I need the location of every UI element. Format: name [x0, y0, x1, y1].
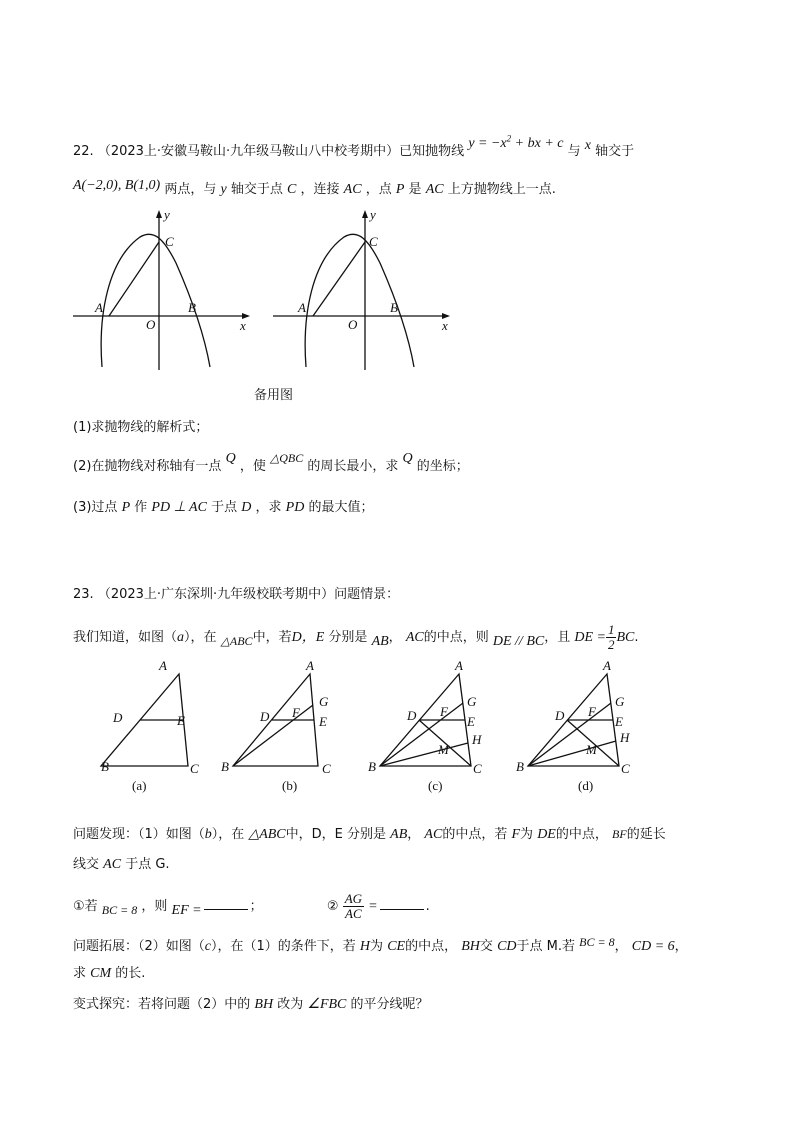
q23-figure-a — [97, 655, 207, 795]
q23-figc-segment-bg — [380, 703, 463, 766]
q23-figc-label-d: D — [407, 708, 417, 723]
q23-figd-label-c: C — [621, 761, 630, 776]
q23-number: 23. — [73, 587, 94, 602]
q23-line1 — [73, 583, 399, 602]
q22-fig2-label-o: O — [348, 317, 358, 332]
q22-fig1-label-o: O — [146, 317, 156, 332]
q22-part3: (3)过点 P 作 PD ⊥ AC 于点 D ，求 PD 的最大值； — [73, 500, 374, 515]
q22-figure-main — [68, 205, 258, 375]
q22-part2: (2)在抛物线对称轴有一点 Q ，使 △QBC 的周长最小，求 Q 的坐标； — [73, 451, 469, 474]
q22-fig1-label-b: B — [188, 300, 196, 315]
q22-fig2-label-c: C — [369, 234, 378, 249]
answer-blank-ef[interactable] — [204, 899, 248, 910]
q23-figc-label-e: E — [467, 714, 475, 729]
q23-figd-segment-bh — [528, 741, 616, 766]
q23-half-fraction: $\frac{1}{2}$ — [607, 622, 615, 652]
q23-figd-label-m: M — [586, 742, 597, 757]
q23-figb-label-a: A — [306, 658, 314, 673]
q23-discovery-line1: 问题发现：（1）如图（b），在 △ABC中，D，E 分别是 AB， AC的中点，若 F为 DE的中点， BF的延长 — [73, 827, 666, 842]
q23-figc-segment-bh — [380, 743, 468, 766]
q23-figa-label-a: A — [159, 658, 167, 673]
q23-figc-label-f: F — [440, 704, 448, 719]
q22-fig2-axes — [273, 210, 450, 370]
q23-figb-label-e: E — [319, 714, 327, 729]
q23-figb-caption: (b) — [282, 778, 298, 793]
q22-fig1-label-a: A — [95, 300, 103, 315]
q22-fig2-label-b: B — [390, 300, 398, 315]
q23-extension-line2: 求 CM 的长. — [73, 966, 146, 981]
q22-points: A(−2,0), B(1,0) — [73, 178, 161, 193]
q23-figb-segment-bg — [233, 705, 313, 766]
q23-figure-d — [510, 655, 645, 795]
q22-fig1-label-y: y — [164, 207, 170, 222]
q23-extension-line1: 问题拓展：（2）如图（c），在（1）的条件下，若 H为 CE的中点， BH交 CD于点 M.若 BC = 8， CD = 6， — [73, 935, 688, 954]
q23-figd-label-d: D — [555, 708, 565, 723]
q23-figd-label-b: B — [516, 759, 524, 774]
q23-figb-label-c: C — [322, 761, 331, 776]
q23-figd-segment-bg — [528, 703, 611, 766]
q23-figd-caption: (d) — [578, 778, 594, 793]
q23-figc-label-m: M — [438, 742, 449, 757]
q23-figb-label-d: D — [260, 709, 270, 724]
q23-figd-label-a: A — [603, 658, 611, 673]
q22-line1: 22. （2023上·安徽马鞍山·九年级马鞍山八中校考期中）已知抛物线 $y = -x^2$ + bx + c 与 x 轴交于 — [73, 133, 635, 159]
q22-fig1-label-c: C — [165, 234, 174, 249]
q23-figb-label-f: F — [292, 705, 300, 720]
q23-figb-label-g: G — [319, 694, 329, 709]
q23-subquestions: ①若 BC = 8 ，则 EF = ； ② $\frac{AG}{AC}$ = . — [73, 891, 430, 921]
q23-figc-label-b: B — [368, 759, 376, 774]
q22-source: （2023上·安徽马鞍山·九年级马鞍山八中校考期中）已知抛物线 — [97, 144, 465, 159]
q23-figure-c — [364, 655, 494, 795]
q23-figa-label-e: E — [177, 713, 185, 728]
q23-figd-label-e: E — [615, 714, 623, 729]
q22-fig1-segment-ac — [109, 242, 159, 316]
q23-figc-label-h: H — [472, 732, 482, 747]
q23-figd-label-g: G — [615, 694, 625, 709]
q23-discovery-line2: 线交 AC 于点 G. — [73, 857, 170, 872]
q23-variation: 变式探究：若将问题（2）中的 BH 改为 ∠FBC 的平分线呢？ — [73, 997, 429, 1012]
q23-figc-label-c: C — [473, 761, 482, 776]
q22-fig2-label-y: y — [370, 207, 376, 222]
q22-equation: $y = -x^2$ + bx + c — [468, 133, 564, 151]
q22-fig1-axes — [73, 210, 250, 370]
q22-figure-backup — [268, 205, 458, 375]
q23-figd-label-f: F — [588, 704, 596, 719]
answer-blank-ratio[interactable] — [380, 899, 424, 910]
q23-figa-label-c: C — [190, 761, 199, 776]
q22-line2: A(−2,0), B(1,0) 两点，与 y 轴交于点 C ，连接 AC ，点 P 是 AC 上方抛物线上一点. — [73, 178, 556, 197]
q22-fig2-label-a: A — [298, 300, 306, 315]
q23-intro: 我们知道，如图（a），在 △ABC中，若D，E 分别是 AB， AC的中点，则 DE // BC，且 DE = $\frac{1}{2}$ BC. — [73, 622, 639, 652]
q22-fig2-segment-ac — [313, 242, 365, 316]
q23-figa-label-b: B — [101, 759, 109, 774]
q22-part1: (1)求抛物线的解析式； — [73, 420, 209, 435]
q22-fig2-label-x: x — [442, 318, 448, 333]
q23-figc-label-g: G — [467, 694, 477, 709]
q23-figb-label-b: B — [221, 759, 229, 774]
q23-ag-ac-fraction: $\frac{AG}{AC}$ — [344, 891, 363, 921]
q22-fig1-label-x: x — [240, 318, 246, 333]
q23-source: （2023上·广东深圳·九年级校联考期中）问题情景： — [97, 587, 400, 602]
q23-figc-label-a: A — [455, 658, 463, 673]
q22-number: 22. — [73, 144, 94, 159]
q23-figc-caption: (c) — [428, 778, 443, 793]
q23-figa-label-d: D — [113, 710, 123, 725]
q23-figure-b — [218, 655, 343, 795]
q22-backup-caption: 备用图 — [254, 388, 294, 403]
q23-figa-caption: (a) — [132, 778, 147, 793]
q23-figd-label-h: H — [620, 730, 630, 745]
